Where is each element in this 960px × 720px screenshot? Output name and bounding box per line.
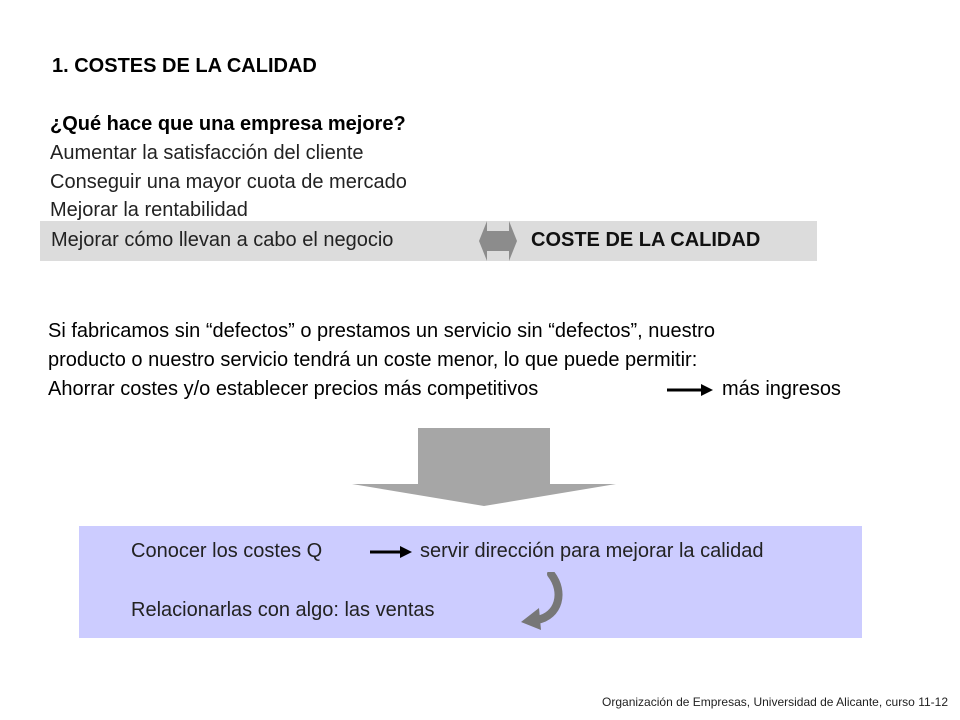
down-arrow-icon	[352, 428, 616, 511]
box-line2: Relacionarlas con algo: las ventas	[131, 599, 435, 621]
footer-text: Organización de Empresas, Universidad de Alicante, curso 11-12	[602, 695, 948, 709]
box-line1-end: servir dirección para mejorar la calidad	[420, 540, 764, 562]
question-heading: ¿Qué hace que una empresa mejore?	[50, 113, 406, 135]
point-profitability: Mejorar la rentabilidad	[50, 199, 248, 221]
box-line1-start: Conocer los costes Q	[131, 540, 323, 562]
right-arrow-icon	[667, 383, 713, 402]
highlight-left-text: Mejorar cómo llevan a cabo el negocio	[51, 229, 394, 251]
paragraph-line-1: Si fabricamos sin “defectos” o prestamos un servicio sin “defectos”, nuestro	[48, 320, 715, 342]
paragraph-line-2: producto o nuestro servicio tendrá un coste menor, lo que puede permitir:	[48, 349, 698, 371]
point-market-share: Conseguir una mayor cuota de mercado	[50, 171, 407, 193]
right-arrow-icon	[370, 545, 412, 564]
point-satisfaction: Aumentar la satisfacción del cliente	[50, 142, 364, 164]
double-arrow-icon	[479, 219, 517, 268]
slide-title: 1. COSTES DE LA CALIDAD	[52, 55, 317, 77]
result-text: más ingresos	[722, 378, 841, 400]
paragraph-line-3: Ahorrar costes y/o establecer precios más competitivos	[48, 378, 539, 400]
highlight-right-text: COSTE DE LA CALIDAD	[531, 229, 761, 251]
curved-arrow-icon	[515, 572, 565, 637]
